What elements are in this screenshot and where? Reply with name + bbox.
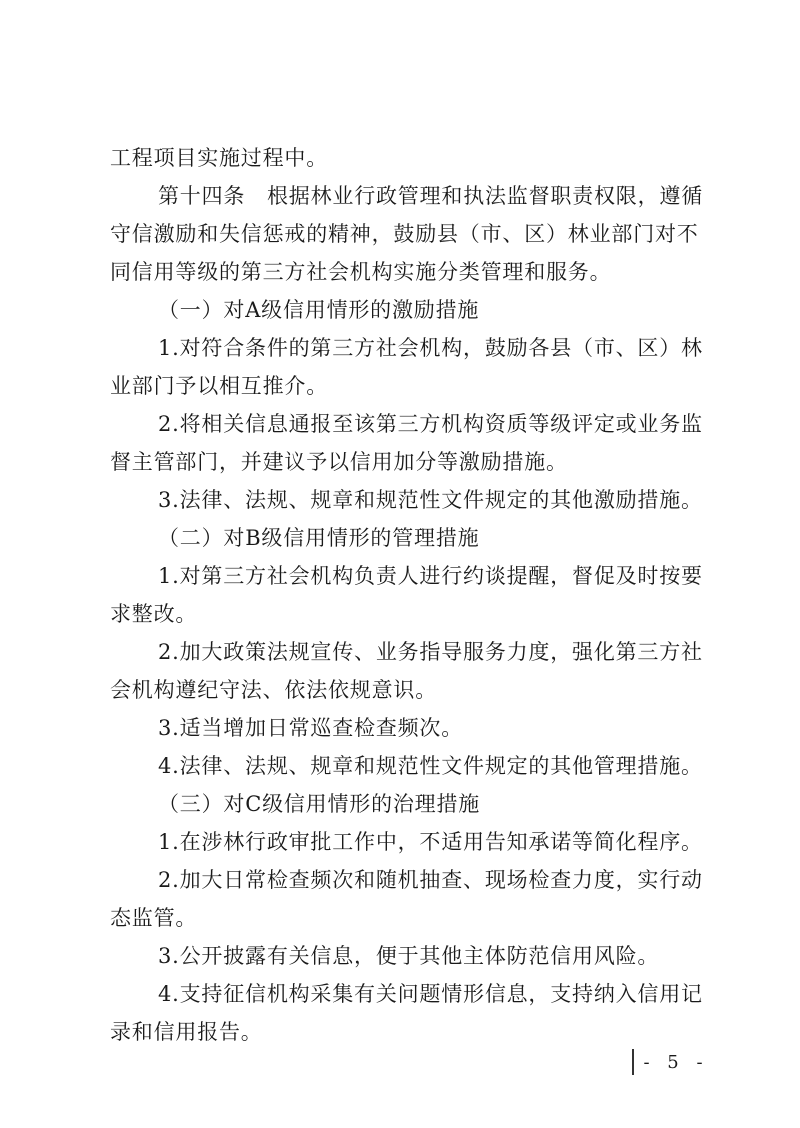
text-line: 工程项目实施过程中。 bbox=[110, 146, 328, 170]
list-item: 1.在涉林行政审批工作中，不适用告知承诺等简化程序。 bbox=[158, 830, 703, 854]
text-line: 态监管。 bbox=[110, 906, 198, 930]
list-item: 4.法律、法规、规章和规范性文件规定的其他管理措施。 bbox=[158, 754, 703, 778]
list-item: 2.加大政策法规宣传、业务指导服务力度，强化第三方社 bbox=[158, 640, 703, 664]
section-heading-c: （三）对C级信用情形的治理措施 bbox=[158, 792, 481, 816]
text-line: 录和信用报告。 bbox=[110, 1020, 263, 1044]
text-line: 会机构遵纪守法、依法依规意识。 bbox=[110, 678, 437, 702]
text-line: 守信激励和失信惩戒的精神，鼓励县（市、区）林业部门对不 bbox=[110, 222, 699, 246]
text-line: 求整改。 bbox=[110, 602, 198, 626]
list-item: 3.法律、法规、规章和规范性文件规定的其他激励措施。 bbox=[158, 488, 703, 512]
text-line: 同信用等级的第三方社会机构实施分类管理和服务。 bbox=[110, 260, 612, 284]
text-line: 督主管部门，并建议予以信用加分等激励措施。 bbox=[110, 450, 568, 474]
page-footer bbox=[632, 1048, 709, 1076]
section-heading-b: （二）对B级信用情形的管理措施 bbox=[158, 526, 480, 550]
page-number: - 5 - bbox=[643, 1051, 709, 1073]
article-heading-line: 第十四条 根据林业行政管理和执法监督职责权限，遵循 bbox=[158, 184, 703, 208]
list-item: 3.适当增加日常巡查检查频次。 bbox=[158, 716, 464, 740]
list-item: 1.对第三方社会机构负责人进行约谈提醒，督促及时按要 bbox=[158, 564, 703, 588]
list-item: 1.对符合条件的第三方社会机构，鼓励各县（市、区）林 bbox=[158, 336, 703, 360]
text-line: 业部门予以相互推介。 bbox=[110, 374, 328, 398]
list-item: 4.支持征信机构采集有关问题情形信息，支持纳入信用记 bbox=[158, 982, 703, 1006]
list-item: 3.公开披露有关信息，便于其他主体防范信用风险。 bbox=[158, 944, 660, 968]
list-item: 2.加大日常检查频次和随机抽查、现场检查力度，实行动 bbox=[158, 868, 703, 892]
list-item: 2.将相关信息通报至该第三方机构资质等级评定或业务监 bbox=[158, 412, 703, 436]
section-heading-a: （一）对A级信用情形的激励措施 bbox=[158, 298, 480, 322]
footer-divider bbox=[632, 1049, 634, 1075]
